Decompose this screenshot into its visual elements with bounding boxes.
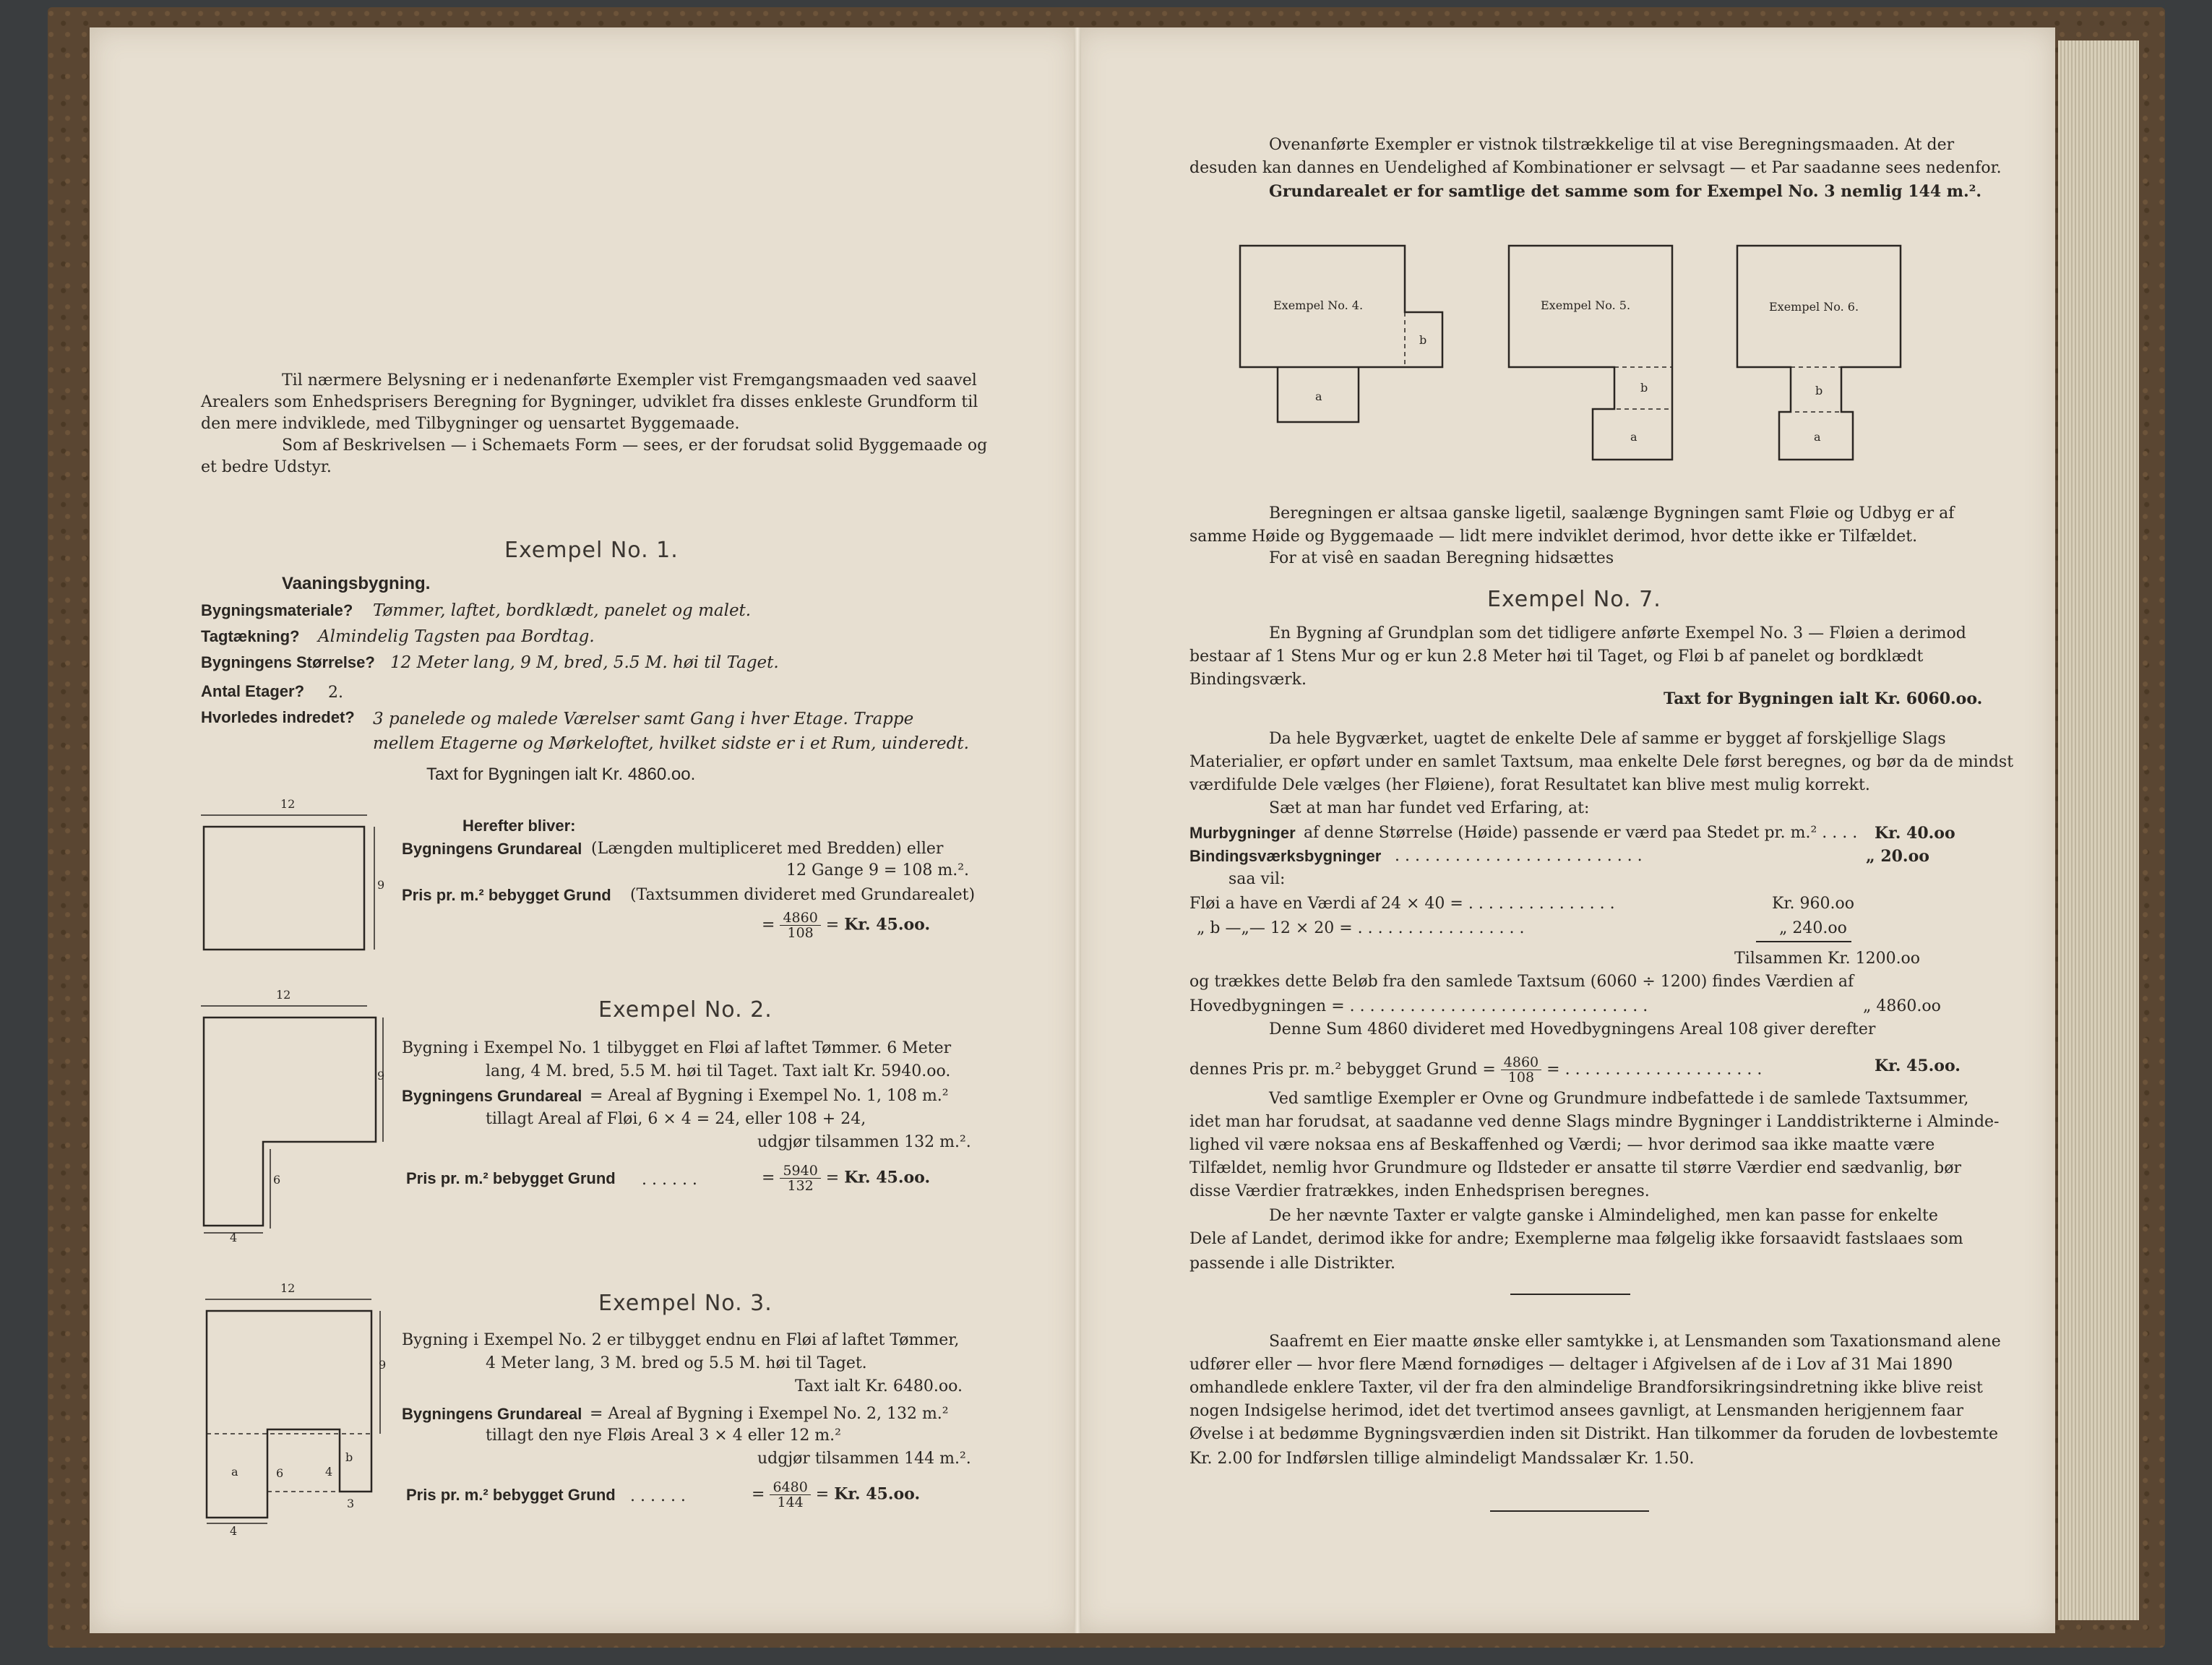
intro-line: den mere indviklede, med Tilbygninger og uensartet Byggemaade. [201, 415, 740, 433]
note-line: idet man har forudsat, at saadanne ved denne Slags mindre Bygninger i Landdistrikterne i Alminde- [1189, 1113, 2000, 1131]
final-line: Kr. 2.00 for Indførslen tillige almindeligt Mandssalær Kr. 1.50. [1189, 1450, 1695, 1468]
mid-line: For at visê en saadan Beregning hidsættes [1269, 549, 1614, 567]
pris-fraction: = $\frac{4860}{108}$ = Kr. 45.oo. [762, 910, 931, 941]
intro-line: Til nærmere Belysning er i nedenanførte Exempler vist Fremgangsmaaden ved saavel [282, 371, 977, 390]
dot-leader: . . . . . . [630, 1487, 686, 1505]
pris-text: (Taxtsummen divideret med Grundarealet) [630, 886, 976, 904]
answer-roof: Almindelig Tagsten paa Bordtag. [318, 627, 595, 646]
dim-label: 4 [230, 1524, 238, 1538]
ex7-line: bestaar af 1 Stens Mur og er kun 2.8 Meter høi til Taget, og Fløi b af panelet og bordklædt [1189, 648, 1924, 666]
grund-label: Bygningens Grundareal [402, 840, 582, 858]
herefter-label: Herefter bliver: [462, 817, 576, 835]
dim-label: 6 [276, 1466, 284, 1480]
figure-caption: Exempel No. 4. [1273, 298, 1364, 312]
note-line: Ved samtlige Exempler er Ovne og Grundmure indbefattede i de samlede Taxtsummer, [1269, 1090, 1969, 1108]
floor-plan-example-1 [195, 797, 390, 961]
right-intro-line: Grundarealet er for samtlige det samme som for Exempel No. 3 nemlig 144 m.². [1269, 182, 1982, 201]
pris-label: Pris pr. m.² bebygget Grund [402, 886, 611, 904]
pris-fraction: = $\frac{6480}{144}$ = Kr. 45.oo. [752, 1479, 921, 1510]
note-line: disse Værdier fratrækkes, inden Enhedsprisen beregnes. [1189, 1182, 1650, 1200]
example-3-title: Exempel No. 3. [598, 1291, 773, 1316]
ex3-line: 4 Meter lang, 3 M. bred og 5.5 M. høi til Taget. [486, 1354, 867, 1372]
book-gutter [1074, 27, 1081, 1633]
dim-label: 12 [280, 797, 296, 811]
mid-line: Beregningen er altsaa ganske ligetil, saalænge Bygningen samt Fløie og Udbyg er af [1269, 504, 1955, 522]
pris-label: Pris pr. m.² bebygget Grund [406, 1486, 616, 1504]
question-size: Bygningens Størrelse? [201, 653, 375, 671]
floi-a-line: Fløi a have en Værdi af 24 × 40 = . . . . . . . . . . . . . . . [1189, 895, 1615, 913]
floor-plan-example-3 [195, 1282, 390, 1542]
end-rule [1490, 1510, 1649, 1512]
question-floors: Antal Etager? [201, 682, 305, 700]
question-roof: Tagtækning? [201, 627, 300, 645]
frac-den: 108 [787, 925, 814, 941]
floor-plan-example-5 [1506, 243, 1687, 467]
note-line: De her nævnte Taxter er valgte ganske i Almindelighed, men kan passe for enkelte [1269, 1207, 1938, 1225]
sum-rule [1756, 941, 1851, 942]
plan-label-b: b [1815, 384, 1823, 397]
plan-label-a: a [1814, 430, 1821, 444]
saa-vil: saa vil: [1228, 870, 1286, 888]
dim-label: 12 [280, 1281, 296, 1295]
grund-label: Bygningens Grundareal [402, 1405, 582, 1423]
page-edges [2058, 40, 2139, 1620]
bind-label: Bindingsværksbygninger [1189, 847, 1382, 865]
dot-leader: . . . . . . [642, 1171, 697, 1189]
dot-leader: . . . . . . . . . . . . . . . . . . . . . . . . . [1395, 847, 1643, 865]
grund-label: Bygningens Grundareal [402, 1087, 582, 1105]
example-1-title: Exempel No. 1. [504, 538, 679, 563]
ex3-line: Bygning i Exempel No. 2 er tilbygget endnu en Fløi af laftet Tømmer, [402, 1331, 960, 1349]
intro-line: Som af Beskrivelsen — i Schemaets Form — sees, er der forudsat solid Byggemaade og [282, 436, 988, 455]
plan-label-a: a [1315, 390, 1322, 403]
figure-caption: Exempel No. 5. [1541, 298, 1631, 312]
ex3-line: = Areal af Bygning i Exempel No. 2, 132 m.² [590, 1405, 949, 1423]
ex2-line: udgjør tilsammen 132 m.². [757, 1133, 971, 1151]
pris-line [1189, 1055, 1762, 1085]
final-line: nogen Indsigelse herimod, idet det tvertimod ansees gavnligt, at Lensmanden herigjennem faar [1189, 1402, 1963, 1420]
final-line: Saafremt en Eier maatte ønske eller samtykke i, at Lensmanden som Taxationsmand alene [1269, 1333, 2001, 1351]
ex3-line: Taxt ialt Kr. 6480.oo. [795, 1377, 963, 1395]
bind-value: „ 20.oo [1866, 847, 1929, 866]
hoved-value: „ 4860.oo [1863, 997, 1941, 1015]
answer-interior: mellem Etagerne og Mørkeloftet, hvilket sidste er i et Rum, uinderedt. [373, 734, 969, 753]
note-line: passende i alle Distrikter. [1189, 1255, 1395, 1273]
right-intro-line: Ovenanførte Exempler er vistnok tilstrækkelige til at vise Beregningsmaaden. At der [1269, 136, 1955, 154]
note-line: Tilfældet, nemlig hvor Grundmure og Ildsteder er ansatte til større Værdier end sædvanlig, bør [1189, 1159, 1962, 1177]
answer-floors: 2. [328, 684, 343, 702]
plan-label-b: b [1640, 381, 1648, 395]
ex7-tax: Taxt for Bygningen ialt Kr. 6060.oo. [1664, 689, 1983, 708]
grund-text: (Længden multipliceret med Bredden) eller [591, 840, 944, 858]
pris-result: Kr. 45.oo. [834, 1484, 921, 1504]
frac-num: 5940 [780, 1163, 820, 1179]
section-divider [1510, 1294, 1630, 1295]
frac-den: 108 [1507, 1070, 1535, 1085]
floi-b-value: „ 240.oo [1779, 919, 1847, 937]
dim-label: 6 [273, 1173, 281, 1187]
dim-label: 3 [347, 1497, 355, 1510]
intro-line: et bedre Udstyr. [201, 458, 332, 476]
floor-plan-example-6 [1734, 243, 1908, 467]
frac-num: 4860 [780, 911, 820, 926]
frac-num: 4860 [1501, 1055, 1541, 1070]
mur-value: Kr. 40.oo [1875, 824, 1955, 843]
dim-label: 12 [276, 988, 291, 1002]
question-material: Bygningsmateriale? [201, 601, 353, 619]
ex7-line: En Bygning af Grundplan som det tidligere anførte Exempel No. 3 — Fløien a derimod [1269, 624, 1966, 642]
answer-interior: 3 panelede og malede Værelser samt Gang i hver Etage. Trappe [373, 710, 914, 728]
ex7-line: Sæt at man har fundet ved Erfaring, at: [1269, 799, 1590, 817]
ex3-line: tillagt den nye Fløis Areal 3 × 4 eller 12 m.² [486, 1427, 841, 1445]
floi-a-value: Kr. 960.oo [1772, 895, 1854, 913]
ex7-line: Bindingsværk. [1189, 671, 1307, 689]
floor-plan-example-2 [195, 990, 390, 1243]
dim-label: 9 [377, 878, 385, 892]
dot-leader: = . . . . . . . . . . . . . . . . . . . . [1546, 1060, 1763, 1079]
ex7-line: og trækkes dette Beløb fra den samlede Taxtsum (6060 ÷ 1200) findes Værdien af [1189, 973, 1854, 991]
dim-label: 9 [377, 1069, 385, 1083]
ex7-line: Da hele Bygværket, uagtet de enkelte Dele af samme er bygget af forskjellige Slags [1269, 730, 1946, 748]
question-interior: Hvorledes indredet? [201, 708, 355, 726]
mid-line: samme Høide og Byggemaade — lidt mere indviklet derimod, hvor dette ikke er Tilfældet. [1189, 528, 1918, 546]
pris-result: Kr. 45.oo. [844, 915, 931, 934]
floor-plan-example-4 [1237, 243, 1454, 431]
ex2-line: Bygning i Exempel No. 1 tilbygget en Fløi af laftet Tømmer. 6 Meter [402, 1039, 952, 1057]
grund-calc: 12 Gange 9 = 108 m.². [786, 861, 970, 879]
ex3-line: udgjør tilsammen 144 m.². [757, 1450, 971, 1468]
pris-result: Kr. 45.oo. [844, 1168, 931, 1187]
ex7-line: Materialier, er opført under en samlet Taxtsum, maa enkelte Dele først beregnes, og bør da de mindst [1189, 753, 2014, 771]
tilsammen: Tilsammen Kr. 1200.oo [1734, 950, 1921, 968]
final-line: Øvelse i at bedømme Bygningsværdien inden sit Distrikt. Han tilkommer da foruden de lovbestemte [1189, 1425, 1998, 1443]
final-line: omhandlede enklere Taxter, vil der fra den almindelige Brandforsikringsindretning ikke blive reist [1189, 1379, 1983, 1397]
answer-material: Tømmer, laftet, bordklædt, panelet og malet. [373, 601, 752, 620]
pris-prefix: dennes Pris pr. m.² bebygget Grund = [1189, 1060, 1496, 1079]
dim-label: 4 [325, 1465, 333, 1479]
dim-label: 4 [230, 1231, 238, 1244]
plan-label-a: a [231, 1465, 238, 1479]
pris-fraction: = $\frac{5940}{132}$ = Kr. 45.oo. [762, 1163, 931, 1194]
mur-label: Murbygninger [1189, 824, 1296, 842]
mur-text: af denne Størrelse (Høide) passende er værd paa Stedet pr. m.² . . . . [1304, 824, 1858, 842]
example-7-title: Exempel No. 7. [1487, 587, 1661, 612]
frac-den: 144 [777, 1494, 804, 1510]
ex2-line: tillagt Areal af Fløi, 6 × 4 = 24, eller 108 + 24, [486, 1110, 866, 1128]
hoved-line: Hovedbygningen = . . . . . . . . . . . . . . . . . . . . . . . . . . . . . . [1189, 997, 1648, 1015]
figure-caption: Exempel No. 6. [1769, 300, 1859, 314]
final-line: udfører eller — hvor flere Mænd fornødiges — deltager i Afgivelsen af de i Lov af 31 Mai 1890 [1189, 1356, 1953, 1374]
ex7-line: værdifulde Dele vælges (her Fløiene), forat Resultatet kan blive mest mulig korrekt. [1189, 776, 1870, 794]
plan-label-b: b [345, 1450, 353, 1464]
frac-num: 6480 [770, 1480, 810, 1495]
example-1-subtitle: Vaaningsbygning. [282, 574, 431, 593]
plan-label-b: b [1419, 333, 1427, 347]
example-2-title: Exempel No. 2. [598, 997, 773, 1023]
frac-den: 132 [787, 1178, 814, 1194]
pris-label: Pris pr. m.² bebygget Grund [406, 1169, 616, 1187]
floi-b-line: „ b —„— 12 × 20 = . . . . . . . . . . . . . . . . . [1197, 919, 1525, 937]
intro-line: Arealers som Enhedsprisers Beregning for Bygninger, udviklet fra disses enkleste Grundform til [201, 393, 978, 411]
answer-size: 12 Meter lang, 9 M, bred, 5.5 M. høi til Taget. [390, 653, 779, 672]
plan-label-a: a [1630, 430, 1638, 444]
example-1-tax: Taxt for Bygningen ialt Kr. 4860.oo. [426, 765, 696, 784]
ex2-line: lang, 4 M. bred, 5.5 M. høi til Taget. Taxt ialt Kr. 5940.oo. [486, 1062, 951, 1080]
right-intro-line: desuden kan dannes en Uendelighed af Kombinationer er selvsagt — et Par saadanne sees nedenfor. [1189, 159, 2002, 177]
note-line: Dele af Landet, derimod ikke for andre; Exemplerne maa følgelig ikke forsaavidt fastslaaes som [1189, 1230, 1963, 1248]
dim-label: 9 [379, 1358, 387, 1372]
ex7-line: Denne Sum 4860 divideret med Hovedbygningens Areal 108 giver derefter [1269, 1020, 1876, 1038]
note-line: lighed vil være noksaa ens af Beskaffenhed og Værdi; — hvor derimod saa ikke maatte være [1189, 1136, 1935, 1154]
ex2-line: = Areal af Bygning i Exempel No. 1, 108 m.² [590, 1087, 949, 1105]
pris-value: Kr. 45.oo. [1875, 1057, 1961, 1075]
